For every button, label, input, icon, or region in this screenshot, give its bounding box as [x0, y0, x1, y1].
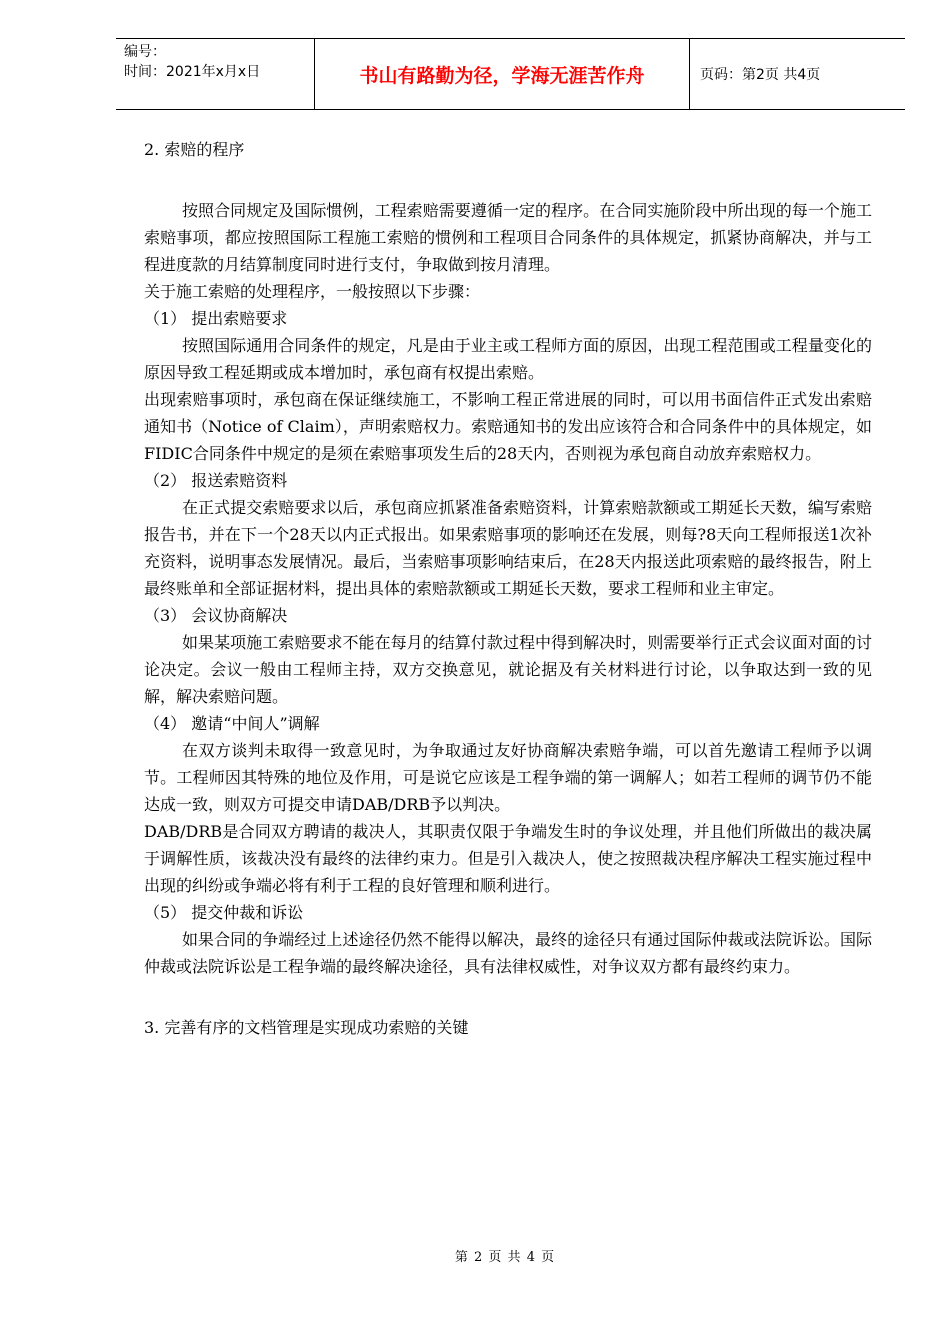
- step-heading: （5） 提交仲裁和诉讼: [144, 903, 304, 922]
- header-page-info: 页码：第2页 共4页: [700, 67, 821, 83]
- header-motto: 书山有路勤为径，学海无涯苦作舟: [315, 39, 690, 109]
- step-heading: （4） 邀请“中间人”调解: [144, 714, 320, 733]
- section-title: 2. 索赔的程序: [144, 140, 245, 159]
- page-footer: 第 2 页 共 4 页: [454, 1250, 556, 1265]
- step-heading: （3） 会议协商解决: [144, 606, 288, 625]
- paragraph: 如果某项施工索赔要求不能在每月的结算付款过程中得到解决时，则需要举行正式会议面对面的讨论决定。会议一般由工程师主持，双方交换意见，就论据及有关材料进行讨论，以争取达到一致的见解，解决索赔问题。: [144, 633, 872, 706]
- step-heading: （2） 报送索赔资料: [144, 471, 288, 490]
- paragraph: 按照国际通用合同条件的规定，凡是由于业主或工程师方面的原因，出现工程范围或工程量变化的原因导致工程延期或成本增加时，承包商有权提出索赔。: [144, 336, 872, 382]
- page-header: [116, 38, 905, 110]
- paragraph: 出现索赔事项时，承包商在保证继续施工，不影响工程正常进展的同时，可以用书面信件正式发出索赔通知书（Notice of Claim），声明索赔权力。索赔通知书的发出应该符合和合同条件中的具体规定，如FIDIC合同条件中规定的是须在索赔事项发生后的28天内，否则视为承包商自动放弃索赔权力。: [144, 390, 872, 463]
- paragraph: 按照合同规定及国际惯例，工程索赔需要遵循一定的程序。在合同实施阶段中所出现的每一个施工索赔事项，都应按照国际工程施工索赔的惯例和工程项目合同条件的具体规定，抓紧协商解决，并与工程进度款的月结算制度同时进行支付，争取做到按月清理。: [144, 201, 872, 274]
- section-title: 3. 完善有序的文档管理是实现成功索赔的关键: [144, 1018, 469, 1037]
- document-number-label: 编号：: [124, 44, 166, 60]
- paragraph: 如果合同的争端经过上述途径仍然不能得以解决，最终的途径只有通过国际仲裁或法院诉讼。国际仲裁或法院诉讼是工程争端的最终解决途径，具有法律权威性，对争议双方都有最终约束力。: [144, 930, 872, 976]
- document-body: [144, 136, 872, 1041]
- paragraph: DAB/DRB是合同双方聘请的裁决人，其职责仅限于争端发生时的争议处理，并且他们所做出的裁决属于调解性质，该裁决没有最终的法律约束力。但是引入裁决人，使之按照裁决程序解决工程实施过程中出现的纠纷或争端必将有利于工程的良好管理和顺利进行。: [144, 822, 872, 895]
- header-meta: [116, 39, 315, 109]
- paragraph: 关于施工索赔的处理程序，一般按照以下步骤：: [144, 282, 481, 301]
- document-time-label: 时间：2021年x月x日: [124, 64, 261, 80]
- paragraph: 在双方谈判未取得一致意见时，为争取通过友好协商解决索赔争端，可以首先邀请工程师予以调节。工程师因其特殊的地位及作用，可是说它应该是工程争端的第一调解人；如若工程师的调节仍不能达成一致，则双方可提交申请DAB/DRB予以判决。: [144, 741, 872, 814]
- paragraph: 在正式提交索赔要求以后，承包商应抓紧准备索赔资料，计算索赔款额或工期延长天数，编写索赔报告书，并在下一个28天以内正式报出。如果索赔事项的影响还在发展，则每?8天向工程师报送1次补充资料，说明事态发展情况。最后，当索赔事项影响结束后，在28天内报送此项索赔的最终报告，附上最终账单和全部证据材料，提出具体的索赔款额或工期延长天数，要求工程师和业主审定。: [144, 498, 872, 598]
- step-heading: （1） 提出索赔要求: [144, 309, 288, 328]
